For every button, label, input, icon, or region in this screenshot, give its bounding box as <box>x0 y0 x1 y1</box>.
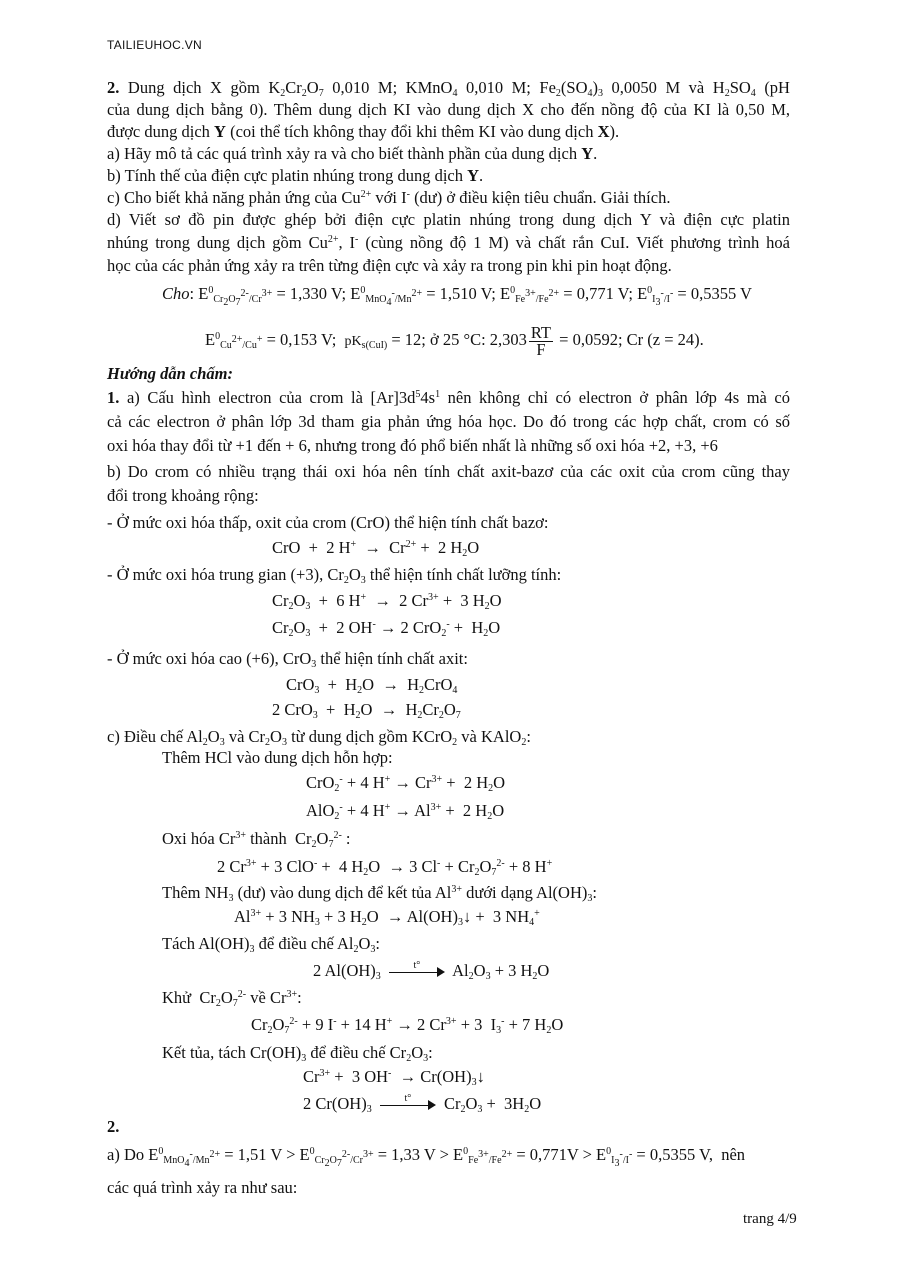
equation-2: $Cr_2O_3 + 6$ H+ → 2 $Cr^{3+} + 3$ $H_2O$ <box>272 591 502 612</box>
question-d-line-2: nhúng trong dung dịch gồm $Cu^{2+}$, I- (cùng nồng độ 1 M) và chất rắn CuI. Viết phương trình hoá <box>107 233 790 252</box>
heat-arrow: t° <box>380 1098 436 1112</box>
precipitate-step: Kết tủa, tách $Cr(OH)_3$ để điều chế $Cr_2O_3$: <box>162 1043 433 1064</box>
problem-line-1: 2. Dung dịch X gồm $K_2Cr_2O_7$ 0,010 M; KMnO$_4$ 0,010 M; $Fe_2(SO_4)_3$ 0,0050 M và $H_2SO_4$ (pH <box>107 78 790 99</box>
question-c: c) Cho biết khả năng phản ứng của $Cu^{2+}$ với I- (dư) ở điều kiện tiêu chuẩn. Giải thích. <box>107 188 671 207</box>
equation-13: 2 $Cr(OH)_3$ t° $Cr_2O_3 + 3H_2O$ <box>303 1093 542 1115</box>
given-data-line-2: $E^0_{Cu^{2+}/Cu^+} = 0,153$ V; $pK_{s(CuI)} = 12$; ở 25 °C: 2,303 $\frac{RT}{F}$ = 0,0592; Cr (z = 24). <box>205 322 704 359</box>
question-d-line-3: học của các phản ứng xảy ra trên từng điện cực và xảy ra trong pin khi pin hoạt động. <box>107 256 672 275</box>
problem-number: 2. <box>107 78 120 97</box>
s2a-line-1: a) Do $E^0_{MnO_4^-/Mn^{2+}} = 1,51$ $V > E^0_{Cr_2O_7^{2-}/Cr^{3+}} = 1,33$ $V > E^0_{Fe^{3+}/Fe^{2+}} = 0,771V > E^0_{I_3^-/I^-} = 0,5355$ V, nên <box>107 1145 746 1169</box>
guide-title: Hướng dẫn chấm: <box>107 364 234 383</box>
s1a-line-2: cả các electron ở phân lớp 3d tham gia phản ứng hóa học. Do đó trong các hợp chất, crom có số <box>107 412 790 431</box>
high-oxidation-text: - Ở mức oxi hóa cao (+6), CrO$_3$ thể hiện tính chất axit: <box>107 649 468 670</box>
equation-7: AlO$_2$- + 4 $H^+ \to Al^{3+} + 2$ $H_2O$ <box>306 801 505 822</box>
hcl-step: Thêm HCl vào dung dịch hỗn hợp: <box>162 748 393 767</box>
question-b: b) Tính thế của điện cực platin nhúng trong dung dịch Y. <box>107 166 484 185</box>
given-label: Cho <box>162 284 190 303</box>
section-2-number: 2. <box>107 1117 120 1136</box>
equation-12: $Cr^{3+} + 3$ $OH^- \to Cr(OH)_3↓$ <box>303 1067 485 1088</box>
s1b-line-1: b) Do crom có nhiều trạng thái oxi hóa nên tính chất axit-bazơ của các oxit của crom cũng thay <box>107 462 790 481</box>
s1b-line-2: đổi trong khoảng rộng: <box>107 486 259 505</box>
nh3-step: Thêm $NH_3$ (dư) vào dung dịch để kết tủa $Al^{3+}$ dưới dạng $Al(OH)_3$: <box>162 883 597 904</box>
page-number: trang 4/9 <box>743 1211 797 1227</box>
given-data-line-1: Cho: $E^0_{Cr_2O_7^{2-}/Cr^{3+}} = 1,330$ V; $E^0_{MnO_4^-/Mn^{2+}} = 1,510$ V; $E^0_{Fe^{3+}/Fe^{2+}} = 0,771$ V; $E^0_{I_3^-/I^-} = 0,5355$ V <box>162 284 752 308</box>
equation-9: $Al^{3+} + 3$ $NH_3 + 3$ $H_2O$ → $Al(OH)_3↓ + 3$ $NH_4^+$ <box>234 907 540 928</box>
heat-arrow: t° <box>389 965 445 979</box>
equation-4: $CrO_3 + H_2O \to H_2CrO_4$ <box>286 675 458 696</box>
equation-6: CrO$_2$- + 4 $H^+ \to Cr^{3+} + 2$ $H_2O$ <box>306 773 506 794</box>
problem-line-3: được dung dịch Y (coi thể tích không thay đổi khi thêm KI vào dung dịch X). <box>107 122 620 141</box>
low-oxidation-text: - Ở mức oxi hóa thấp, oxit của crom (CrO) thể hiện tính chất bazơ: <box>107 513 549 532</box>
rt-over-f: $\frac{RT}{F}$ <box>530 322 552 359</box>
s1a-line-1: 1. a) Cấu hình electron của crom là $[Ar]3d^54s^1$ nên không chỉ có electron ở phân lớp 4s mà có <box>107 388 790 407</box>
s1a-line-3: oxi hóa thay đổi từ +1 đến + 6, nhưng trong đó phổ biến nhất là những số oxi hóa +2, +3, +6 <box>107 436 718 455</box>
equation-3: $Cr_2O_3 + 2$ OH- → 2 $CrO_2^- + H_2O$ <box>272 618 501 639</box>
reduction-step: Khử $Cr_2O_7^{2-}$ về $Cr^{3+}$: <box>162 988 302 1009</box>
equation-10: 2 $Al(OH)_3$ t° $Al_2O_3 + 3$ $H_2O$ <box>313 960 550 982</box>
site-header: TAILIEUHOC.VN <box>107 38 203 52</box>
mid-oxidation-text: - Ở mức oxi hóa trung gian (+3), $Cr_2O_3$ thể hiện tính chất lưỡng tính: <box>107 565 562 586</box>
problem-line-2: của dung dịch bằng 0). Thêm dung dịch KI vào dung dịch X cho đến nồng độ của KI là 0,50 M, <box>107 100 790 119</box>
s2a-line-2: các quá trình xảy ra như sau: <box>107 1178 298 1197</box>
equation-5: 2 $CrO_3 + H_2O \to H_2Cr_2O_7$ <box>272 700 461 721</box>
equation-11: $Cr_2O_7^{2-} + 9$ I- + 14 H+ → 2 $Cr^{3+} + 3$ $I_3^- + 7$ $H_2O$ <box>251 1015 564 1036</box>
s1c-text: c) Điều chế $Al_2O_3$ và $Cr_2O_3$ từ dung dịch gồm KCrO$_2$ và KAlO$_2$: <box>107 727 531 748</box>
equation-1: CrO + 2 $H^+ \to Cr^{2+} + 2$ $H_2O$ <box>272 538 480 559</box>
question-a: a) Hãy mô tả các quá trình xảy ra và cho biết thành phần của dung dịch Y. <box>107 144 598 163</box>
oxidation-step: Oxi hóa $Cr^{3+}$ thành $Cr_2O_7^{2-}$ : <box>162 829 351 850</box>
equation-8: 2 $Cr^{3+} + 3$ ClO- + 4 $H_2O \to 3$ $Cl^- + Cr_2O_7^{2-} + 8$ H+ <box>217 857 553 878</box>
separate-aloh3-step: Tách $Al(OH)_3$ để điều chế $Al_2O_3$: <box>162 934 380 955</box>
question-d-line-1: d) Viết sơ đồ pin được ghép bởi điện cực platin nhúng trong dung dịch Y và điện cực platin <box>107 210 790 229</box>
